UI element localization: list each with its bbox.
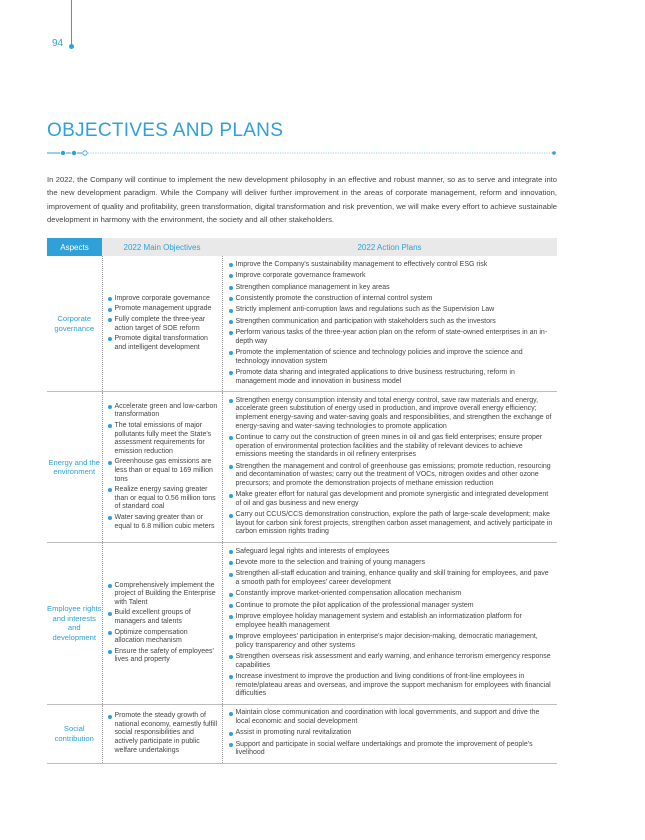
plans-list: [229, 709, 554, 758]
table-row: [47, 392, 557, 543]
plan-item: [229, 511, 554, 537]
objective-item: [108, 712, 219, 755]
bullet-text: Optimize compensation allocation mechanism: [114, 628, 188, 645]
bullet-text: Strictly implement anti-corruption laws and regulations such as the Supervision Law: [235, 306, 495, 314]
table-row: [47, 256, 557, 392]
objectives-cell: [102, 392, 222, 543]
table-header-row: [47, 238, 557, 256]
plans-list: [229, 397, 554, 537]
bullet-text: The total emissions of major pollutants fully meet the State's assessment requirements for emission reduction: [114, 421, 212, 455]
bullet-text: Promote the steady growth of national economy, earnestly fulfill social responsibilities and actively participate in public welfare undertakings: [114, 712, 218, 754]
plan-item: [229, 602, 554, 611]
bullet-text: Carry out CCUS/CCS demonstration construction, explore the path of large-scale development; make layout for carbon sink forest projects, strengthen carbon asset management, and actively participate in carbon emission rights trading: [235, 511, 553, 536]
bullet-text: Build excellent groups of managers and talents: [114, 609, 191, 625]
page-title: OBJECTIVES AND PLANS: [47, 120, 284, 141]
bullet-text: Perform various tasks of the three-year action plan on the reform of state-owned enterprises in an in-depth way: [235, 329, 548, 345]
bullet-text: Make greater effort for natural gas development and promote synergistic and integrated development of oil and gas business and new energy: [235, 491, 549, 507]
plan-item: [229, 613, 554, 630]
plan-item: [229, 491, 554, 508]
bullet-text: Greenhouse gas emissions are less than or equal to 169 million tons: [114, 458, 213, 483]
plan-item: [229, 318, 554, 327]
bullet-text: Accelerate green and low-carbon transformation: [114, 402, 218, 419]
plan-item: [229, 463, 554, 489]
bullet-text: Improve employees' participation in enterprise's major decision-making, democratic management, policy transparency and other systems: [235, 633, 538, 649]
bullet-text: Safeguard legal rights and interests of employees: [235, 547, 390, 555]
plan-item: [229, 633, 554, 650]
bullet-text: Water saving greater than or equal to 6.8 million cubic meters: [114, 513, 215, 530]
bullet-text: Assist in promoting rural revitalization: [235, 729, 352, 737]
bullet-text: Strengthen the management and control of greenhouse gas emissions; promote reduction, resourcing and decontamination of wastes; carry out the treatment of VOCs, nitrogen oxides and other ozone precursors; and promote the demonstration projects of methane emission reduction: [235, 462, 551, 487]
bullet-text: Promote management upgrade: [114, 305, 212, 313]
plan-item: [229, 349, 554, 366]
plan-item: [229, 673, 554, 699]
bullet-text: Realize energy saving greater than or equal to 0.56 million tons of standard coal: [114, 486, 216, 511]
bullet-text: Comprehensively implement the project of Building the Enterprise with Talent: [114, 581, 216, 606]
plan-item: [229, 397, 554, 431]
plan-item: [229, 653, 554, 670]
objective-item: [108, 648, 219, 665]
plan-item: [229, 741, 554, 758]
objectives-cell: [102, 542, 222, 704]
bullet-text: Promote digital transformation and intelligent development: [114, 335, 208, 351]
bullet-text: Strengthen energy consumption intensity and total energy control, save raw materials and energy, accelerate green substitution of energy used in production, and improve overall energy efficiency; implement energy-saving and water-saving goals and responsibilities, and strengthen the exchange of energy-saving and water-saving technologies to promote application: [235, 396, 552, 430]
objective-item: [108, 422, 219, 456]
bullet-text: Consistently promote the construction of internal control system: [235, 294, 433, 302]
bullet-text: Improve the Company's sustainability management to effectively control ESG risk: [235, 260, 488, 268]
plan-item: [229, 729, 554, 738]
plan-item: [229, 559, 554, 568]
plans-list: [229, 548, 554, 699]
objective-item: [108, 582, 219, 608]
objective-item: [108, 486, 219, 512]
aspect-cell: Employee rights and interests and development: [47, 542, 102, 704]
plan-item: [229, 369, 554, 386]
plans-cell: [222, 704, 557, 763]
plan-item: [229, 434, 554, 460]
bullet-text: Devote more to the selection and training of young managers: [235, 558, 426, 566]
header-plans: 2022 Action Plans: [222, 238, 557, 256]
objectives-list: [108, 712, 219, 755]
bullet-text: Improve employee holiday management system and establish an informatization platform for employee health management: [235, 613, 522, 629]
objectives-table: [47, 238, 557, 764]
objective-item: [108, 316, 219, 333]
bullet-text: Constantly improve market-oriented compensation allocation mechanism: [235, 590, 462, 598]
bullet-text: Fully complete the three-year action target of SOE reform: [114, 315, 206, 332]
objectives-cell: [102, 704, 222, 763]
objective-item: [108, 305, 219, 314]
objective-item: [108, 609, 219, 626]
plan-item: [229, 284, 554, 293]
plan-item: [229, 272, 554, 281]
plan-item: [229, 329, 554, 346]
plans-cell: [222, 392, 557, 543]
plan-item: [229, 570, 554, 587]
objective-item: [108, 403, 219, 420]
bullet-text: Promote the implementation of science and technology policies and improve the science and technology innovation system: [235, 349, 523, 365]
bullet-text: Strengthen all-staff education and training, enhance quality and skill training for employees, and pave a smooth path for employees' career development: [235, 570, 549, 586]
bullet-text: Ensure the safety of employees' lives and property: [114, 647, 214, 664]
objective-item: [108, 295, 219, 304]
header-objectives: 2022 Main Objectives: [102, 238, 222, 256]
margin-rule: [71, 0, 72, 46]
objectives-list: [108, 403, 219, 531]
bullet-text: Strengthen communication and participation with stakeholders such as the investors: [235, 317, 496, 325]
plan-item: [229, 295, 554, 304]
bullet-text: Improve corporate governance framework: [235, 272, 366, 280]
page-number: 94: [52, 38, 64, 49]
objective-item: [108, 335, 219, 352]
bullet-text: Strengthen overseas risk assessment and early warning, and enhance terrorism emergency response capabilities: [235, 653, 551, 669]
objective-item: [108, 458, 219, 484]
aspect-cell: Corporate governance: [47, 256, 102, 392]
header-aspects: Aspects: [47, 238, 102, 256]
plan-item: [229, 590, 554, 599]
bullet-text: Continue to carry out the construction of green mines in oil and gas field enterprises; ensure proper operation of environmental protection facilities and the stability of relevant devices to achieve emissions meeting the standards in oil refinery enterprises: [235, 434, 543, 459]
bullet-text: Continue to promote the pilot application of the professional manager system: [235, 601, 474, 609]
objective-item: [108, 629, 219, 646]
bullet-text: Maintain close communication and coordination with local governments, and support and drive the local economic and social development: [235, 709, 540, 726]
bullet-text: Support and participate in social welfare undertakings and promote the improvement of people's livelihood: [235, 740, 533, 757]
aspect-cell: Energy and the environment: [47, 392, 102, 543]
plan-item: [229, 709, 554, 726]
table-body: [47, 256, 557, 763]
objectives-cell: [102, 256, 222, 392]
objectives-list: [108, 295, 219, 353]
plan-item: [229, 261, 554, 270]
bullet-text: Increase investment to improve the production and living conditions of front-line employees in remote/plateau areas and overseas, and improve the support mechanism for employees with financial difficulties: [235, 673, 551, 698]
plans-cell: [222, 256, 557, 392]
objectives-list: [108, 582, 219, 665]
objective-item: [108, 514, 219, 531]
aspect-cell: Social contribution: [47, 704, 102, 763]
bullet-text: Promote data sharing and integrated applications to drive business restructuring, reform in management mode and innovation in business model: [235, 369, 515, 385]
margin-rule-dot: [69, 44, 74, 49]
table-row: [47, 542, 557, 704]
bullet-text: Strengthen compliance management in key areas: [235, 283, 390, 291]
title-divider: [47, 148, 557, 158]
plans-cell: [222, 542, 557, 704]
table-row: [47, 704, 557, 763]
intro-paragraph: In 2022, the Company will continue to implement the new development philosophy in an effective and robust manner, so as to serve and integrate into the new development paradigm. While the Company will deliver further improvement in the areas of corporate management, reform and innovation, improvement of quality and profitability, green transformation, digital transformation and risk prevention, we will make every effort to achieve sustainable development in harmony with the environment, the society and all other stakeholders.: [47, 175, 557, 225]
plans-list: [229, 261, 554, 387]
bullet-text: Improve corporate governance: [114, 294, 210, 302]
plan-item: [229, 548, 554, 557]
plan-item: [229, 306, 554, 315]
